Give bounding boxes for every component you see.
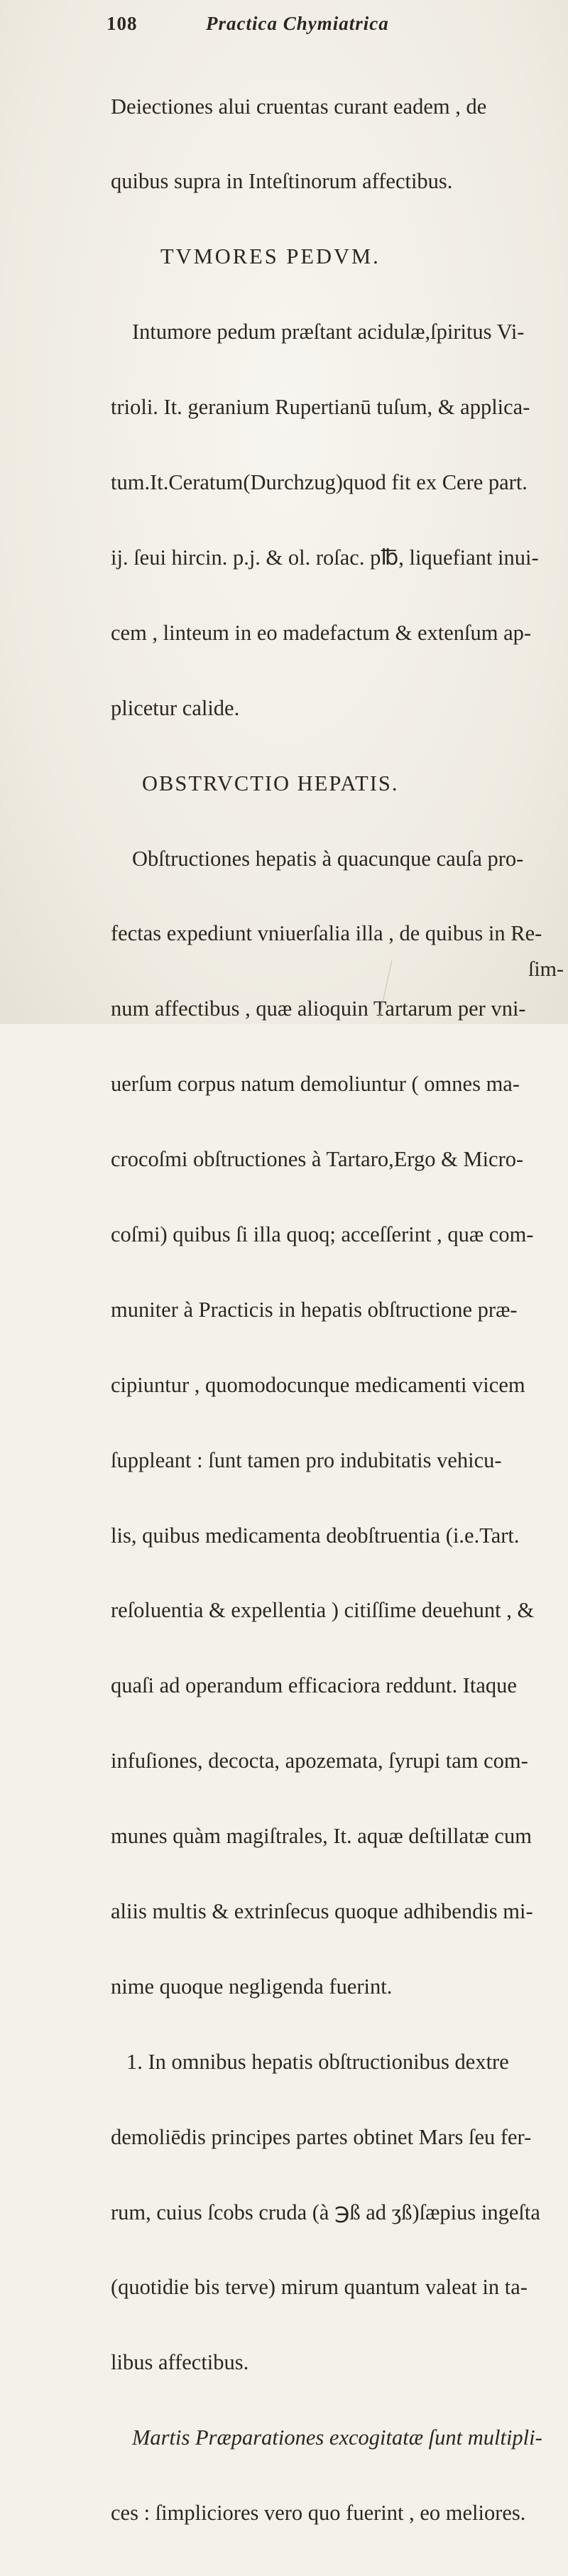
text-line: ces : ſimpliciores vero quo fuerint , eo meliores.: [111, 2501, 526, 2526]
text-line: fectas expediunt vniuerſalia illa , de quibus in Re-: [111, 921, 542, 946]
text-line: rum, cuius ſcobs cruda (à ℈ß ad ʒß)ſæpius ingeſta: [111, 2200, 540, 2224]
text-line: coſmi) quibus ſi illa quoq; acceſſerint , quæ com-: [111, 1222, 534, 1246]
text-line: reſoluentia & expellentia ) citiſſime deuehunt , &: [111, 1598, 535, 1623]
main-text: [111, 44, 565, 2576]
text-line: cem , linteum in eo madefactum & extenſum ap-: [111, 620, 532, 645]
page-header: [106, 13, 476, 41]
text-line: nime quoque negligenda fuerint.: [111, 1974, 393, 1999]
text-line: trioli. It. geranium Rupertianū tuſum, & applica-: [111, 395, 530, 420]
text-line: libus affectibus.: [111, 2350, 249, 2375]
catchword: ſim-: [528, 957, 564, 981]
text-line: crocoſmi obſtructiones à Tartaro,Ergo & Micro-: [111, 1147, 524, 1172]
text-line: plicetur calide.: [111, 695, 240, 720]
text-line: infuſiones, decocta, apozemata, ſyrupi tam com-: [111, 1749, 528, 1773]
text-line: tum.It.Ceratum(Durchzug)quod fit ex Cere part.: [111, 470, 528, 495]
page-number: 108: [106, 13, 138, 34]
text-line: Deiectiones alui cruentas curant eadem , de: [111, 94, 487, 119]
section-heading-obstructio-hepatis: OBSTRVCTIO HEPATIS.: [142, 771, 399, 795]
text-line: Intumore pedum præſtant acidulæ,ſpiritus Vi-: [132, 320, 525, 344]
text-line: uerſum corpus natum demoliuntur ( omnes ma-: [111, 1072, 520, 1097]
text-line: num affectibus , quæ alioquin Tartarum per vni-: [111, 996, 526, 1021]
text-line: ij. ſeui hircin. p.j. & ol. roſac. p℔, liquefiant inui-: [111, 545, 539, 570]
text-line-martis: Martis Præparationes excogitatæ ſunt multipli-: [132, 2425, 542, 2450]
text-line: cipiuntur , quomodocunque medicamenti vicem: [111, 1372, 525, 1397]
section-heading-tumores-pedum: TVMORES PEDVM.: [160, 244, 381, 269]
text-line: muniter à Practicis in hepatis obſtructione præ-: [111, 1297, 518, 1322]
text-line: quaſi ad operandum efficaciora reddunt. Itaque: [111, 1673, 517, 1698]
stray-pen-mark: [375, 957, 396, 1021]
running-title: Practica Chymiatrica: [206, 13, 389, 34]
text-line: munes quàm magiſtrales, It. aquæ deſtillatæ cum: [111, 1824, 532, 1849]
text-line: quibus supra in Inteſtinorum affectibus.: [111, 169, 453, 194]
numbered-paragraph-1: 1. In omnibus hepatis obſtructionibus dextre: [126, 2049, 509, 2074]
text-line: (quotidie bis terve) mirum quantum valeat in ta-: [111, 2275, 528, 2300]
text-line: aliis multis & extrinſecus quoque adhibendis mi-: [111, 1898, 533, 1923]
text-line: ſuppleant : ſunt tamen pro indubitatis vehicu-: [111, 1447, 502, 1472]
text-line: Obſtructiones hepatis à quacunque cauſa pro-: [132, 846, 524, 871]
text-line: lis, quibus medicamenta deobſtruentia (i.e.Tart.: [111, 1523, 520, 1548]
text-line: demoliēdis principes partes obtinet Mars ſeu fer-: [111, 2124, 532, 2149]
